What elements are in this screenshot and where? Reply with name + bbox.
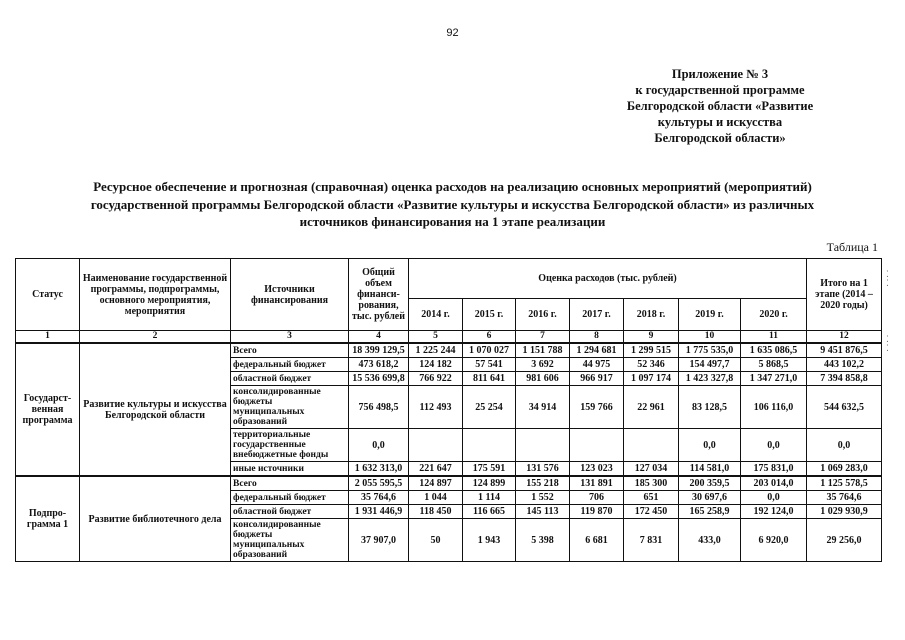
year-cell: 131 891: [570, 476, 624, 491]
year-cell: 1 294 681: [570, 343, 624, 358]
year-cell: 706: [570, 491, 624, 505]
document-title: [20, 178, 885, 231]
column-number: 12: [807, 331, 882, 344]
stage-total-cell: 7 394 858,8: [807, 372, 882, 386]
column-number: 1: [16, 331, 80, 344]
column-number: 9: [624, 331, 679, 344]
year-cell: 1 225 244: [409, 343, 463, 358]
year-cell: 131 576: [516, 462, 570, 477]
year-cell: 5 868,5: [741, 358, 807, 372]
appendix-line: Белгородской области «Развитие: [626, 99, 814, 113]
year-cell: 0,0: [679, 429, 741, 462]
year-cell: 1 347 271,0: [741, 372, 807, 386]
year-cell: 1 635 086,5: [741, 343, 807, 358]
year-cell: 3 692: [516, 358, 570, 372]
total-cell: 15 536 699,8: [349, 372, 409, 386]
appendix-line: Белгородской области»: [654, 131, 786, 145]
header-source: Источники финансирования: [231, 259, 349, 331]
header-year: 2016 г.: [516, 299, 570, 331]
source-cell: территориальные государственные внебюджетные фонды: [231, 429, 349, 462]
year-cell: 172 450: [624, 505, 679, 519]
year-cell: 30 697,6: [679, 491, 741, 505]
appendix-line: культуры и искусства: [657, 115, 783, 129]
total-cell: 756 498,5: [349, 386, 409, 429]
year-cell: 175 591: [463, 462, 516, 477]
stage-total-cell: 544 632,5: [807, 386, 882, 429]
source-cell: Всего: [231, 476, 349, 491]
year-cell: 44 975: [570, 358, 624, 372]
status-cell: Государст-венная программа: [16, 343, 80, 476]
year-cell: [516, 429, 570, 462]
year-cell: 155 218: [516, 476, 570, 491]
year-cell: 57 541: [463, 358, 516, 372]
total-cell: 2 055 595,5: [349, 476, 409, 491]
year-cell: 185 300: [624, 476, 679, 491]
source-cell: иные источники: [231, 462, 349, 477]
appendix-note: [560, 66, 880, 146]
year-cell: 200 359,5: [679, 476, 741, 491]
year-cell: 165 258,9: [679, 505, 741, 519]
stage-total-cell: 9 451 876,5: [807, 343, 882, 358]
column-number: 8: [570, 331, 624, 344]
table-body: [16, 343, 882, 562]
year-cell: [624, 429, 679, 462]
appendix-line: к государственной программе: [635, 83, 805, 97]
year-cell: 5 398: [516, 519, 570, 562]
column-number: 7: [516, 331, 570, 344]
year-cell: 159 766: [570, 386, 624, 429]
column-number: 3: [231, 331, 349, 344]
header-total: Общий объем финанси-рования, тыс. рублей: [349, 259, 409, 331]
year-cell: 25 254: [463, 386, 516, 429]
year-cell: 114 581,0: [679, 462, 741, 477]
stage-total-cell: 1 125 578,5: [807, 476, 882, 491]
year-cell: 433,0: [679, 519, 741, 562]
total-cell: 18 399 129,5: [349, 343, 409, 358]
year-cell: 154 497,7: [679, 358, 741, 372]
year-cell: 7 831: [624, 519, 679, 562]
header-year: 2015 г.: [463, 299, 516, 331]
year-cell: 766 922: [409, 372, 463, 386]
table-label: Таблица 1: [826, 240, 878, 254]
source-cell: областной бюджет: [231, 372, 349, 386]
year-cell: 83 128,5: [679, 386, 741, 429]
total-cell: 37 907,0: [349, 519, 409, 562]
year-cell: 22 961: [624, 386, 679, 429]
year-cell: 192 124,0: [741, 505, 807, 519]
year-cell: 106 116,0: [741, 386, 807, 429]
year-cell: 50: [409, 519, 463, 562]
table-row: [16, 343, 882, 358]
year-cell: [409, 429, 463, 462]
header-estimate: Оценка расходов (тыс. рублей): [409, 259, 807, 299]
source-cell: федеральный бюджет: [231, 358, 349, 372]
year-cell: 34 914: [516, 386, 570, 429]
stage-total-cell: 1 029 930,9: [807, 505, 882, 519]
year-cell: 123 023: [570, 462, 624, 477]
year-cell: 124 897: [409, 476, 463, 491]
year-cell: 6 681: [570, 519, 624, 562]
header-year: 2014 г.: [409, 299, 463, 331]
year-cell: 1 775 535,0: [679, 343, 741, 358]
year-cell: 1 943: [463, 519, 516, 562]
appendix-line: Приложение № 3: [671, 67, 769, 81]
year-cell: 966 917: [570, 372, 624, 386]
source-cell: консолидированные бюджеты муниципальных образований: [231, 519, 349, 562]
stage-total-cell: 443 102,2: [807, 358, 882, 372]
status-cell: Подпро-грамма 1: [16, 476, 80, 562]
year-cell: 221 647: [409, 462, 463, 477]
column-number: 10: [679, 331, 741, 344]
year-cell: 145 113: [516, 505, 570, 519]
year-cell: 118 450: [409, 505, 463, 519]
year-cell: 1 044: [409, 491, 463, 505]
total-cell: 1 632 313,0: [349, 462, 409, 477]
header-stage-total: Итого на 1 этапе (2014 – 2020 годы): [807, 259, 882, 331]
year-cell: 1 299 515: [624, 343, 679, 358]
year-cell: 651: [624, 491, 679, 505]
title-line: государственной программы Белгородской области «Развитие культуры и искусства Белгородской области» из различных: [90, 196, 815, 212]
table-row: [16, 476, 882, 491]
year-cell: 127 034: [624, 462, 679, 477]
year-cell: 112 493: [409, 386, 463, 429]
scan-margin-marks: ⁚ ⁚: [886, 334, 889, 353]
year-cell: 1 552: [516, 491, 570, 505]
year-cell: 116 665: [463, 505, 516, 519]
column-number: 2: [80, 331, 231, 344]
stage-total-cell: 29 256,0: [807, 519, 882, 562]
source-cell: консолидированные бюджеты муниципальных образований: [231, 386, 349, 429]
source-cell: Всего: [231, 343, 349, 358]
stage-total-cell: 1 069 283,0: [807, 462, 882, 477]
page-number: 92: [446, 27, 459, 39]
year-cell: 119 870: [570, 505, 624, 519]
program-name-cell: Развитие культуры и искусства Белгородской области: [80, 343, 231, 476]
source-cell: федеральный бюджет: [231, 491, 349, 505]
column-number: 6: [463, 331, 516, 344]
total-cell: 473 618,2: [349, 358, 409, 372]
title-line: источников финансирования на 1 этапе реализации: [299, 214, 606, 229]
total-cell: 35 764,6: [349, 491, 409, 505]
header-status: Статус: [16, 259, 80, 331]
funding-table: [15, 258, 882, 562]
year-cell: [463, 429, 516, 462]
year-cell: 1 070 027: [463, 343, 516, 358]
year-cell: 0,0: [741, 429, 807, 462]
stage-total-cell: 35 764,6: [807, 491, 882, 505]
scan-margin-marks: ⁚ ⁚: [886, 269, 889, 288]
column-number: 4: [349, 331, 409, 344]
year-cell: 1 423 327,8: [679, 372, 741, 386]
header-year: 2019 г.: [679, 299, 741, 331]
stage-total-cell: 0,0: [807, 429, 882, 462]
year-cell: 1 151 788: [516, 343, 570, 358]
year-cell: 0,0: [741, 491, 807, 505]
year-cell: 124 899: [463, 476, 516, 491]
year-cell: 1 114: [463, 491, 516, 505]
total-cell: 0,0: [349, 429, 409, 462]
header-year: 2017 г.: [570, 299, 624, 331]
year-cell: 175 831,0: [741, 462, 807, 477]
program-name-cell: Развитие библиотечного дела: [80, 476, 231, 562]
year-cell: 981 606: [516, 372, 570, 386]
column-number: 11: [741, 331, 807, 344]
year-cell: 52 346: [624, 358, 679, 372]
year-cell: 6 920,0: [741, 519, 807, 562]
title-line: Ресурсное обеспечение и прогнозная (справочная) оценка расходов на реализацию основных мероприятий (мероприятий): [93, 179, 812, 194]
year-cell: 124 182: [409, 358, 463, 372]
header-year: 2020 г.: [741, 299, 807, 331]
source-cell: областной бюджет: [231, 505, 349, 519]
header-name: Наименование государственной программы, подпрограммы, основного мероприятия, мероприятия: [80, 259, 231, 331]
year-cell: [570, 429, 624, 462]
year-cell: 1 097 174: [624, 372, 679, 386]
total-cell: 1 931 446,9: [349, 505, 409, 519]
column-number: 5: [409, 331, 463, 344]
header-year: 2018 г.: [624, 299, 679, 331]
year-cell: 811 641: [463, 372, 516, 386]
year-cell: 203 014,0: [741, 476, 807, 491]
